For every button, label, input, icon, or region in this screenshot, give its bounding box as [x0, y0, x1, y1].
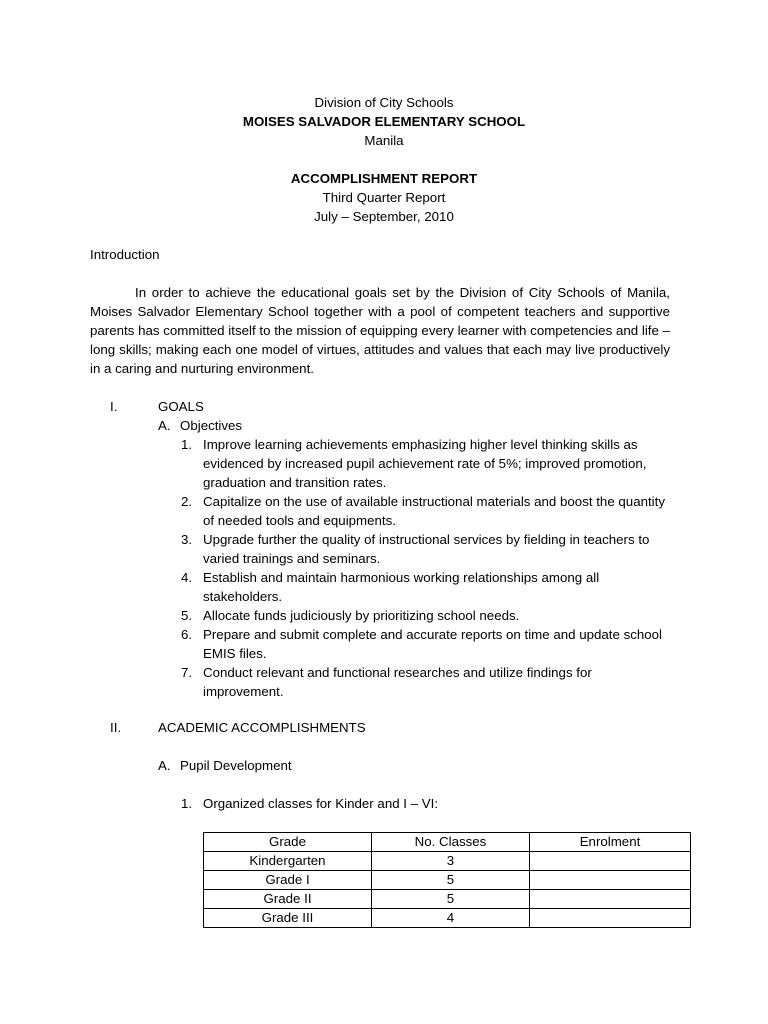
list-item: [181, 606, 671, 625]
table-cell: Grade III: [204, 909, 372, 928]
school-name: MOISES SALVADOR ELEMENTARY SCHOOL: [242, 114, 526, 129]
item-number: 3.: [181, 532, 193, 547]
report-period: July – September, 2010: [314, 209, 454, 224]
item-number: 2.: [181, 494, 193, 509]
item-text: Establish and maintain harmonious working relationships among all stakeholders.: [203, 570, 600, 604]
item-number: 1.: [181, 796, 193, 811]
pupil-development-letter: A.: [158, 758, 171, 773]
table-cell: Grade I: [204, 871, 372, 890]
report-quarter: Third Quarter Report: [322, 190, 446, 205]
table-cell: [530, 871, 691, 890]
item-text: Conduct relevant and functional researches and utilize findings for improvement.: [203, 665, 592, 699]
item-text: Improve learning achievements emphasizing higher level thinking skills as evidenced by increased pupil achievement rate of 5%; improved promotion, graduation and transition rates.: [203, 437, 647, 490]
table-row: [204, 852, 691, 871]
table-cell: 3: [372, 852, 530, 871]
table-header-row: [204, 833, 691, 852]
column-header-classes: No. Classes: [372, 833, 530, 852]
item-text: Capitalize on the use of available instructional materials and boost the quantity of needed tools and equipments.: [203, 494, 665, 528]
academic-title: ACADEMIC ACCOMPLISHMENTS: [158, 720, 366, 735]
table-cell: [530, 852, 691, 871]
item-text: Organized classes for Kinder and I – VI:: [203, 796, 439, 811]
academic-numeral: II.: [110, 720, 122, 735]
list-item: [181, 625, 671, 663]
table-cell: [530, 890, 691, 909]
table-cell: 4: [372, 909, 530, 928]
table-row: [204, 890, 691, 909]
column-header-grade: Grade: [204, 833, 372, 852]
classes-table: [203, 832, 691, 928]
item-number: 6.: [181, 627, 193, 642]
table-cell: Grade II: [204, 890, 372, 909]
introduction-paragraph: In order to achieve the educational goals set by the Division of City Schools of Manila, Moises Salvador Elementary School together with a pool of competent teachers and supportive parents has committed itself to the mission of equipping every learner with competencies and life – long skills; making each one model of virtues, attitudes and values that each may live productively in a caring and nurturing environment.: [90, 285, 670, 376]
item-number: 1.: [181, 437, 193, 452]
table-cell: 5: [372, 871, 530, 890]
list-item: [181, 492, 671, 530]
city-name: Manila: [364, 133, 404, 148]
table-cell: 5: [372, 890, 530, 909]
goals-numeral: I.: [110, 399, 118, 414]
item-text: Upgrade further the quality of instructional services by fielding in teachers to varied trainings and seminars.: [203, 532, 650, 566]
table-row: [204, 909, 691, 928]
list-item: [181, 530, 671, 568]
table-cell: Kindergarten: [204, 852, 372, 871]
objectives-list: [181, 435, 671, 701]
item-number: 7.: [181, 665, 193, 680]
list-item: [181, 663, 671, 701]
item-text: Prepare and submit complete and accurate reports on time and update school EMIS files.: [203, 627, 663, 661]
report-title: ACCOMPLISHMENT REPORT: [290, 171, 478, 186]
introduction-heading: Introduction: [90, 247, 160, 262]
list-item: [181, 568, 671, 606]
item-number: 5.: [181, 608, 193, 623]
report-header: [0, 93, 768, 226]
goals-title: GOALS: [158, 399, 204, 414]
objectives-letter: A.: [158, 418, 171, 433]
pupil-development-label: Pupil Development: [180, 758, 292, 773]
item-text: Allocate funds judiciously by prioritizing school needs.: [203, 608, 520, 623]
item-number: 4.: [181, 570, 193, 585]
objectives-label: Objectives: [180, 418, 243, 433]
division-name: Division of City Schools: [314, 95, 454, 110]
table-cell: [530, 909, 691, 928]
column-header-enrolment: Enrolment: [530, 833, 691, 852]
list-item: [181, 435, 671, 492]
introduction-body: [90, 283, 670, 378]
table-row: [204, 871, 691, 890]
